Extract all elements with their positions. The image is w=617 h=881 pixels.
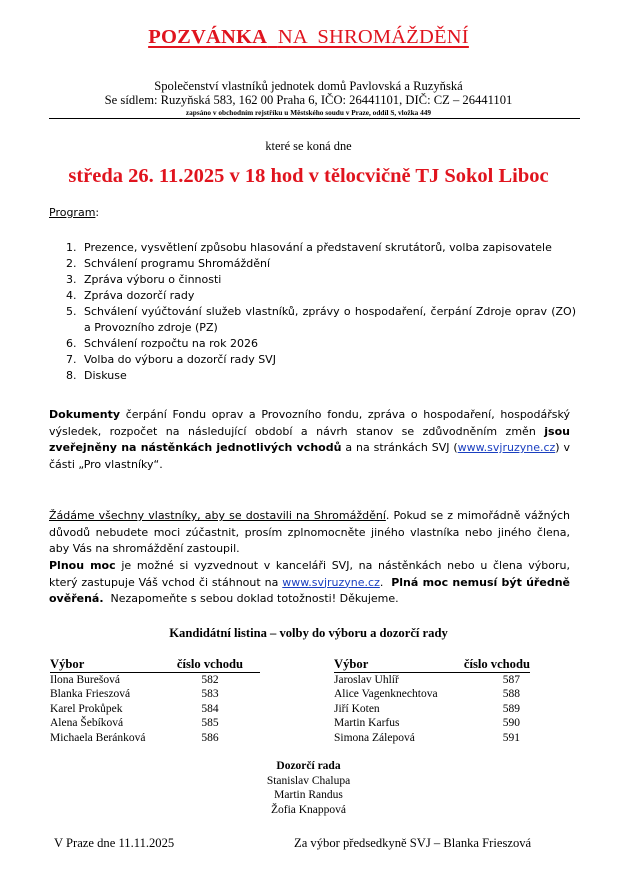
- program-item: 2. Schválení programu Shromáždění: [66, 257, 270, 270]
- program-item: 8. Diskuse: [66, 369, 127, 382]
- table-row: Alice Vagenknechtova 588: [334, 688, 520, 701]
- supervisory-board-title: Dozorčí rada: [276, 760, 341, 772]
- place-and-date: V Praze dne 11.11.2025: [54, 836, 175, 850]
- program-label-text: Program: [49, 206, 96, 219]
- table-row: Martin Karfus 590: [334, 717, 520, 730]
- program-item: 6. Schválení rozpočtu na rok 2026: [66, 337, 259, 350]
- table-row: Ilona Burešová 582: [50, 674, 219, 686]
- website-link[interactable]: www.svjruzyne.cz: [457, 441, 556, 454]
- table-row: Michaela Beránková 586: [50, 731, 219, 744]
- candidate-list-title: Kandidátní listina – volby do výboru a dozorčí rady: [169, 626, 448, 640]
- program-item: 1. Prezence, vysvětlení způsobu hlasování a představení skrutátorů, volba zapisovatele: [66, 241, 552, 254]
- program-item: 3. Zpráva výboru o činnosti: [66, 273, 222, 286]
- program-item: 7. Volba do výboru a dozorčí rady SVJ: [66, 353, 276, 366]
- signature: Za výbor předsedkyně SVJ – Blanka Frieszová: [294, 836, 532, 850]
- attendance-request-paragraph: Žádáme všechny vlastníky, aby se dostavili na Shromáždění. Pokud se z mimořádně vážných důvodů nebudete moci zúčastnit, prosím zplnomocněte jiného vlastníka nebo jiného člena, aby Vás na shromáždění zastoupil.: [49, 509, 570, 555]
- header-divider: [49, 118, 580, 119]
- candidate-table-left: [50, 657, 260, 745]
- proxy-website-link[interactable]: www.svjruzyne.cz: [282, 575, 380, 589]
- organization-address: Se sídlem: Ruzyňská 583, 162 00 Praha 6, IČO: 26441101, DIČ: CZ – 26441101: [104, 93, 513, 107]
- table-row: Karel Prokůpek 584: [50, 702, 219, 715]
- event-intro: které se koná dne: [265, 139, 352, 153]
- program-label: Program:: [49, 206, 100, 219]
- program-item: 4. Zpráva dozorčí rady: [66, 289, 195, 302]
- table-row: Blanka Frieszová 583: [50, 688, 219, 701]
- program-item: 5. Schválení vyúčtování služeb vlastníků, zprávy o hospodaření, čerpání Zdroje oprav (ZO) a Provozního zdroje (PZ): [66, 305, 576, 334]
- title-bold-part: POZVÁNKA: [148, 26, 268, 48]
- table-row: Simona Zálepová 591: [334, 731, 520, 744]
- table-header: Výbor číslo vchodu: [50, 657, 260, 673]
- title-normal-part: NA SHROMÁŽDĚNÍ: [277, 26, 469, 48]
- table-row: Jiří Koten 589: [334, 702, 520, 715]
- candidate-table-right: [334, 657, 530, 745]
- supervisory-member: Martin Randus: [274, 789, 343, 802]
- organization-name: Společenství vlastníků jednotek domů Pavlovská a Ruzyňská: [154, 79, 463, 93]
- supervisory-member: Stanislav Chalupa: [266, 774, 351, 787]
- table-row: Alena Šebíková 585: [50, 717, 219, 730]
- program-list: [66, 240, 576, 384]
- supervisory-board: [0, 759, 617, 817]
- documents-paragraph: Dokumenty čerpání Fondu oprav a Provozního fondu, zpráva o hospodaření, hospodářský výsledek, rozpočet na následující období a návrh stanov se zdůvodněním změn jsou zveřejněny na nástěnkách jednotlivých vchodů a na stránkách SVJ (www.svjruzyne.cz) v části „Pro vlastníky“.: [49, 408, 570, 471]
- event-datetime-place: středa 26. 11.2025 v 18 hod v tělocvičně TJ Sokol Liboc: [68, 165, 549, 187]
- table-header: Výbor číslo vchodu: [334, 657, 530, 671]
- registry-note: zapsáno v obchodním rejstříku u Městského soudu v Praze, oddíl S, vložka 449: [185, 108, 432, 117]
- table-row: Jaroslav Uhlíř 587: [334, 674, 520, 686]
- document-title: [0, 26, 617, 49]
- proxy-paragraph: Plnou moc je možné si vyzvednout v kanceláři SVJ, na nástěnkách nebo u člena výboru, který zastupuje Váš vchod či stáhnout na www.svjruzyne.cz. Plná moc nemusí být úředně ověřená. Nezapomeňte s sebou doklad totožnosti! Děkujeme.: [49, 559, 570, 605]
- supervisory-member: Žofia Knappová: [270, 803, 347, 816]
